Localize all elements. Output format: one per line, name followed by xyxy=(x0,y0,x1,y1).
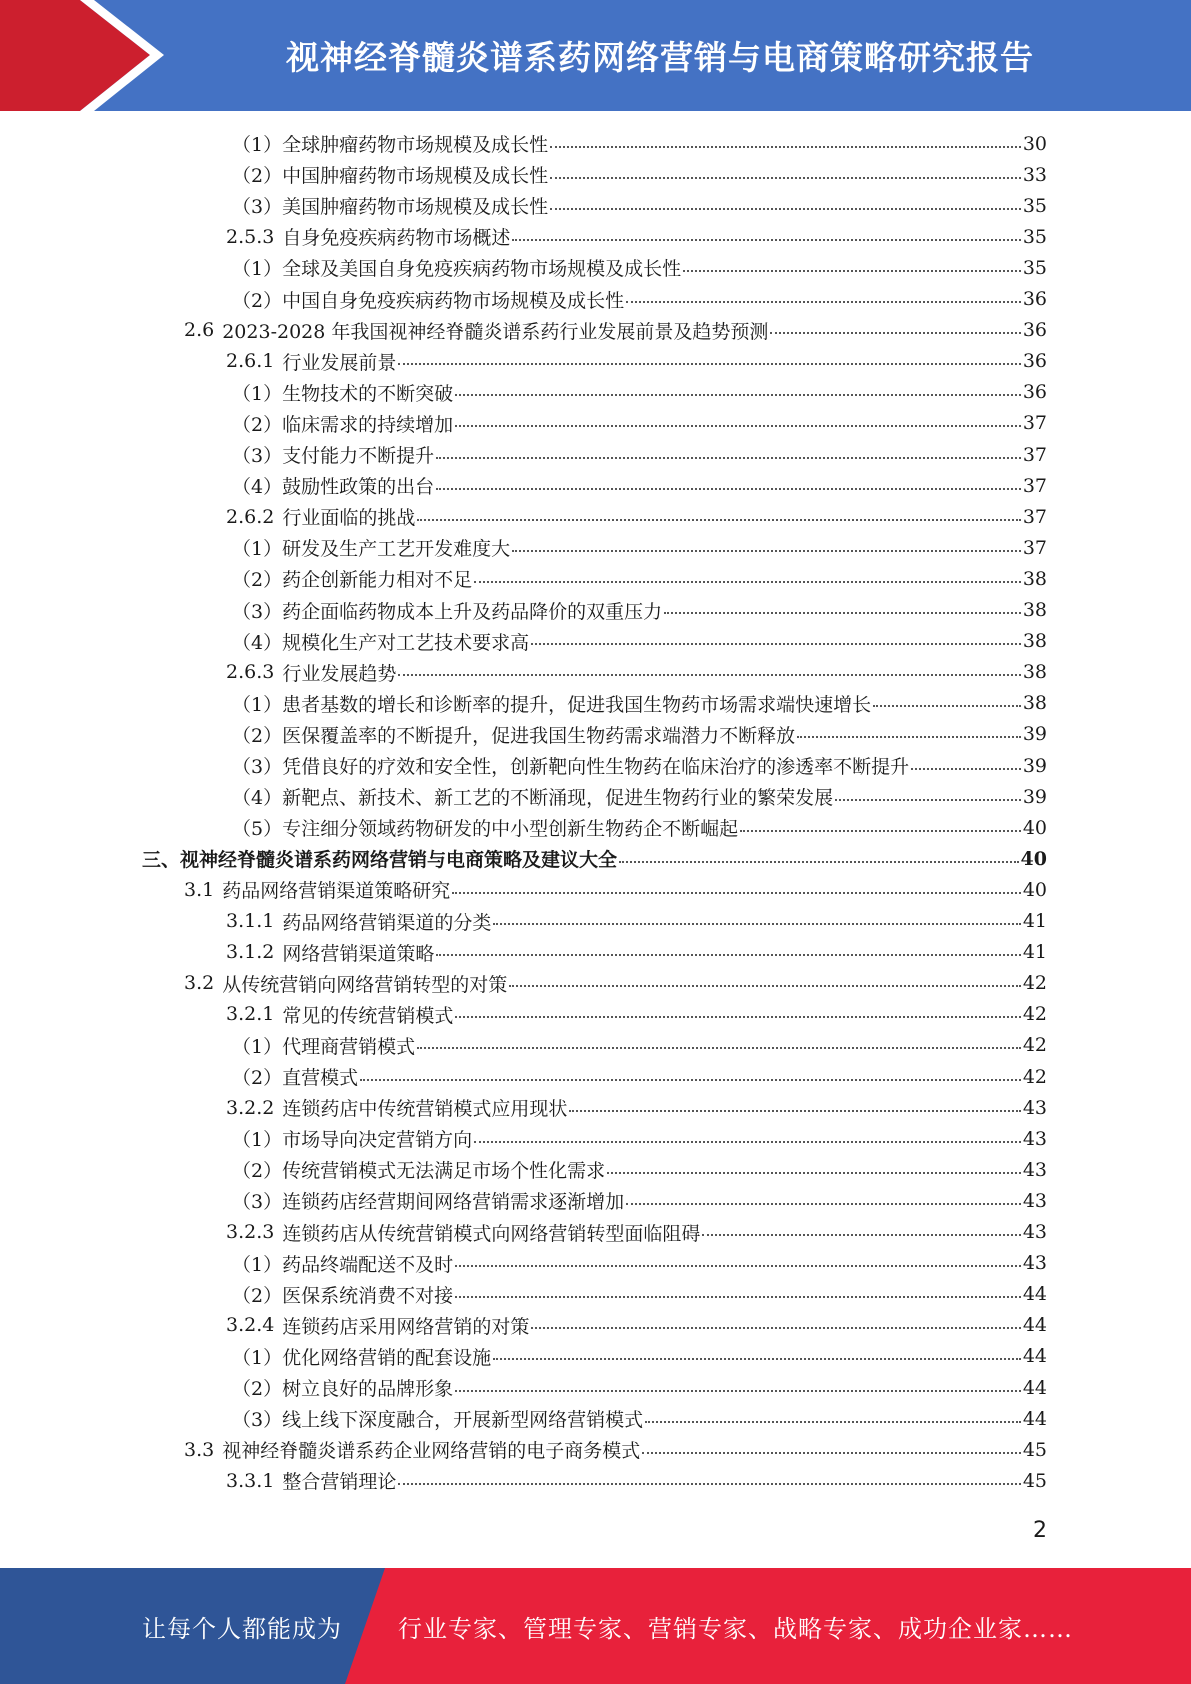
toc-entry-page: 37 xyxy=(1022,474,1047,497)
toc-entry-title: 网络营销渠道策略 xyxy=(282,942,435,965)
toc-leader-dots xyxy=(619,861,1019,863)
toc-entry-title: 连锁药店中传统营销模式应用现状 xyxy=(282,1098,568,1121)
toc-entry-number: 3.1.1 xyxy=(226,910,275,932)
toc-entry-title: 中国肿瘤药物市场规模及成长性 xyxy=(282,165,549,188)
toc-entry[interactable] xyxy=(184,874,1047,905)
toc-entry[interactable] xyxy=(232,1341,1047,1372)
toc-leader-dots xyxy=(360,1079,1021,1081)
toc-entry[interactable] xyxy=(232,532,1047,563)
toc-entry-page: 42 xyxy=(1022,972,1047,995)
toc-entry-number: 3.2.2 xyxy=(226,1096,275,1119)
toc-entry-title: 研发及生产工艺开发难度大 xyxy=(282,538,511,561)
toc-entry[interactable] xyxy=(232,284,1047,315)
toc-entry-number: 3.2 xyxy=(184,972,215,995)
toc-leader-dots xyxy=(452,892,1021,894)
toc-entry-title: 视神经脊髓炎谱系药网络营销与电商策略及建议大全 xyxy=(180,849,618,872)
toc-entry[interactable] xyxy=(232,159,1047,190)
toc-entry-page: 38 xyxy=(1022,692,1047,715)
toc-entry-page: 44 xyxy=(1022,1283,1047,1306)
toc-entry-title: 新靶点、新技术、新工艺的不断涌现，促进生物药行业的繁荣发展 xyxy=(282,787,834,810)
toc-entry-title: 生物技术的不断突破 xyxy=(282,382,454,405)
toc-entry[interactable] xyxy=(232,128,1047,159)
toc-entry-title: 全球肿瘤药物市场规模及成长性 xyxy=(282,134,549,156)
toc-leader-dots xyxy=(607,1172,1021,1174)
toc-entry-page: 38 xyxy=(1022,661,1047,684)
page-footer xyxy=(0,1568,1191,1684)
toc-leader-dots xyxy=(493,923,1020,925)
toc-entry-page: 33 xyxy=(1022,163,1047,186)
toc-entry[interactable] xyxy=(232,252,1047,283)
toc-entry[interactable] xyxy=(232,470,1047,501)
toc-entry-number: （2） xyxy=(232,724,283,747)
toc-entry[interactable] xyxy=(226,501,1047,532)
toc-entry[interactable] xyxy=(232,781,1047,812)
toc-entry-number: （4） xyxy=(232,787,283,810)
toc-entry-number: （4） xyxy=(232,476,283,499)
toc-entry-title: 连锁药店从传统营销模式向网络营销转型面临阻碍 xyxy=(282,1222,701,1245)
toc-entry-page: 36 xyxy=(1022,350,1047,373)
toc-leader-dots xyxy=(455,394,1021,396)
toc-entry[interactable] xyxy=(184,315,1047,346)
toc-entry-number: （1） xyxy=(232,1035,283,1058)
toc-entry-number: 2.5.3 xyxy=(226,225,275,248)
toc-entry-page: 43 xyxy=(1022,1158,1047,1181)
toc-entry-page: 39 xyxy=(1022,723,1047,746)
toc-entry-number: （1） xyxy=(232,538,283,561)
toc-entry-number: （2） xyxy=(232,1284,283,1307)
toc-entry[interactable] xyxy=(232,595,1047,626)
page-header xyxy=(0,0,1191,111)
toc-entry[interactable] xyxy=(232,190,1047,221)
toc-entry[interactable] xyxy=(226,221,1047,252)
toc-entry-page: 45 xyxy=(1022,1469,1047,1492)
toc-entry-page: 43 xyxy=(1022,1252,1047,1275)
toc-entry-title: 2023-2028 年我国视神经脊髓炎谱系药行业发展前景及趋势预测 xyxy=(222,320,769,343)
toc-entry-title: 整合营销理论 xyxy=(282,1471,397,1494)
toc-entry[interactable] xyxy=(232,1061,1047,1092)
toc-entry-number: 2.6.1 xyxy=(226,350,275,373)
toc-entry-title: 行业发展前景 xyxy=(282,351,397,374)
toc-entry-title: 支付能力不断提升 xyxy=(282,445,435,467)
toc-entry-page: 35 xyxy=(1022,194,1047,217)
toc-leader-dots xyxy=(455,1265,1021,1267)
toc-leader-dots xyxy=(911,768,1021,770)
toc-entry[interactable] xyxy=(226,657,1047,688)
toc-entry-page: 35 xyxy=(1022,225,1047,248)
toc-entry-number: 3.2.3 xyxy=(226,1221,275,1243)
toc-entry-number: （1） xyxy=(232,134,283,156)
toc-leader-dots xyxy=(417,519,1020,521)
toc-entry[interactable] xyxy=(232,626,1047,657)
toc-entry-title: 医保覆盖率的不断提升，促进我国生物药需求端潜力不断释放 xyxy=(282,724,796,747)
toc-leader-dots xyxy=(455,1016,1020,1018)
toc-leader-dots xyxy=(398,1483,1020,1485)
toc-entry[interactable] xyxy=(232,1154,1047,1185)
toc-entry[interactable] xyxy=(232,1123,1047,1154)
toc-leader-dots xyxy=(509,985,1021,987)
toc-entry[interactable] xyxy=(226,1092,1047,1123)
footer-slogan-lead: 让每个人都能成为 xyxy=(142,1614,342,1643)
toc-entry-title: 从传统营销向网络营销转型的对策 xyxy=(222,973,508,996)
toc-entry-title: 临床需求的持续增加 xyxy=(282,413,454,436)
toc-entry-number: （2） xyxy=(232,569,283,592)
toc-entry-page: 40 xyxy=(1022,816,1047,839)
toc-entry-page: 30 xyxy=(1022,132,1047,155)
toc-entry-title: 连锁药店经营期间网络营销需求逐渐增加 xyxy=(282,1191,625,1214)
toc-entry-number: （1） xyxy=(232,1346,283,1369)
toc-entry-number: （2） xyxy=(232,165,283,188)
toc-leader-dots xyxy=(645,1421,1021,1423)
toc-leader-dots xyxy=(873,705,1021,707)
toc-entry-page: 37 xyxy=(1022,505,1047,528)
toc-entry-title: 直营模式 xyxy=(282,1067,359,1089)
toc-leader-dots xyxy=(512,239,1020,241)
toc-leader-dots xyxy=(797,736,1021,738)
toc-entry-title: 传统营销模式无法满足市场个性化需求 xyxy=(282,1160,606,1183)
toc-entry-number: （3） xyxy=(232,756,283,778)
toc-entry-number: 3.1 xyxy=(184,878,215,901)
toc-leader-dots xyxy=(569,1110,1020,1112)
toc-entry-title: 中国自身免疫疾病药物市场规模及成长性 xyxy=(282,289,625,312)
toc-leader-dots xyxy=(436,954,1020,956)
toc-entry[interactable] xyxy=(184,968,1047,999)
toc-entry-number: （3） xyxy=(232,1409,283,1432)
toc-entry-page: 37 xyxy=(1022,443,1047,466)
toc-entry-page: 36 xyxy=(1022,381,1047,404)
toc-leader-dots xyxy=(550,208,1021,210)
toc-entry[interactable] xyxy=(232,1248,1047,1279)
toc-entry[interactable] xyxy=(232,377,1047,408)
toc-entry-title: 全球及美国自身免疫疾病药物市场规模及成长性 xyxy=(282,258,682,281)
toc-leader-dots xyxy=(664,612,1021,614)
toc-entry[interactable] xyxy=(232,719,1047,750)
toc-entry-page: 44 xyxy=(1022,1407,1047,1430)
toc-leader-dots xyxy=(398,363,1020,365)
toc-leader-dots xyxy=(531,1327,1020,1329)
toc-entry-page: 43 xyxy=(1022,1221,1047,1243)
toc-leader-dots xyxy=(835,799,1021,801)
toc-entry-number: 2.6 xyxy=(184,319,215,342)
toc-entry-page: 42 xyxy=(1022,1034,1047,1057)
toc-entry-number: 3.3 xyxy=(184,1438,215,1461)
toc-entry-page: 36 xyxy=(1022,319,1047,342)
toc-entry[interactable] xyxy=(226,1465,1047,1496)
toc-entry-page: 42 xyxy=(1022,1065,1047,1088)
toc-entry-page: 44 xyxy=(1022,1376,1047,1399)
toc-entry-number: （5） xyxy=(232,818,283,841)
toc-entry-number: （2） xyxy=(232,1378,283,1400)
toc-entry-title: 医保系统消费不对接 xyxy=(282,1284,454,1307)
toc-entry-number: （2） xyxy=(232,289,283,312)
toc-entry-title: 规模化生产对工艺技术要求高 xyxy=(282,631,530,654)
toc-leader-dots xyxy=(626,301,1021,303)
toc-entry-number: （4） xyxy=(232,631,283,654)
toc-entry[interactable] xyxy=(226,937,1047,968)
toc-entry[interactable] xyxy=(232,1030,1047,1061)
toc-entry-title: 优化网络营销的配套设施 xyxy=(282,1346,492,1369)
toc-entry-title: 凭借良好的疗效和安全性，创新靶向性生物药在临床治疗的渗透率不断提升 xyxy=(282,756,910,778)
toc-entry-number: （1） xyxy=(232,1253,283,1276)
toc-entry[interactable] xyxy=(226,1217,1047,1248)
toc-entry-number: （3） xyxy=(232,196,283,219)
toc-entry-title: 药品终端配送不及时 xyxy=(282,1253,454,1276)
toc-entry-page: 38 xyxy=(1022,599,1047,621)
toc-entry-number: （2） xyxy=(232,1160,283,1183)
toc-leader-dots xyxy=(455,425,1021,427)
toc-leader-dots xyxy=(683,270,1021,272)
toc-entry-page: 39 xyxy=(1022,754,1047,777)
toc-leader-dots xyxy=(770,332,1020,334)
toc-entry-title: 药企创新能力相对不足 xyxy=(282,569,473,592)
toc-entry-page: 35 xyxy=(1022,256,1047,279)
toc-entry-title: 鼓励性政策的出台 xyxy=(282,476,435,499)
toc-entry-title: 美国肿瘤药物市场规模及成长性 xyxy=(282,196,549,219)
toc-entry-page: 44 xyxy=(1022,1345,1047,1368)
toc-entry-title: 连锁药店采用网络营销的对策 xyxy=(282,1315,530,1338)
toc-entry-page: 41 xyxy=(1022,941,1047,964)
toc-entry-page: 39 xyxy=(1022,785,1047,808)
toc-entry-number: （3） xyxy=(232,600,283,623)
toc-entry-page: 43 xyxy=(1022,1096,1047,1119)
toc-entry-title: 行业面临的挑战 xyxy=(282,507,416,530)
toc-entry-number: 3.1.2 xyxy=(226,941,275,964)
toc-entry-number: （1） xyxy=(232,1129,283,1152)
toc-entry[interactable] xyxy=(232,439,1047,470)
toc-entry-page: 44 xyxy=(1022,1314,1047,1337)
toc-entry[interactable] xyxy=(184,1434,1047,1465)
toc-entry-title: 视神经脊髓炎谱系药企业网络营销的电子商务模式 xyxy=(222,1440,641,1463)
toc-entry[interactable] xyxy=(232,812,1047,843)
toc-entry-title: 常见的传统营销模式 xyxy=(282,1004,454,1027)
toc-entry-page: 37 xyxy=(1022,536,1047,559)
toc-entry-title: 患者基数的增长和诊断率的提升，促进我国生物药市场需求端快速增长 xyxy=(282,693,872,716)
toc-entry[interactable] xyxy=(232,1372,1047,1403)
toc-leader-dots xyxy=(417,1047,1021,1049)
toc-entry-number: （1） xyxy=(232,382,283,405)
toc-entry[interactable] xyxy=(232,1279,1047,1310)
toc-leader-dots xyxy=(550,177,1021,179)
toc-entry-title: 自身免疫疾病药物市场概述 xyxy=(282,227,511,250)
toc-entry-page: 40 xyxy=(1020,847,1047,870)
toc-entry-title: 专注细分领域药物研发的中小型创新生物药企不断崛起 xyxy=(282,818,739,841)
toc-entry-title: 市场导向决定营销方向 xyxy=(282,1129,473,1152)
toc-leader-dots xyxy=(493,1358,1021,1360)
toc-entry-number: （3） xyxy=(232,445,283,467)
toc-entry-page: 42 xyxy=(1022,1003,1047,1026)
toc-entry[interactable] xyxy=(232,1185,1047,1216)
toc-entry-number: （2） xyxy=(232,413,283,436)
toc-entry[interactable] xyxy=(226,906,1047,937)
toc-leader-dots xyxy=(474,1141,1021,1143)
toc-leader-dots xyxy=(702,1234,1020,1236)
page-number: 2 xyxy=(1033,1518,1047,1543)
toc-entry[interactable] xyxy=(232,750,1047,781)
toc-entry-page: 38 xyxy=(1022,630,1047,653)
toc-leader-dots xyxy=(436,488,1021,490)
toc-leader-dots xyxy=(740,830,1021,832)
toc-entry-number: （3） xyxy=(232,1191,283,1214)
toc-entry[interactable] xyxy=(226,346,1047,377)
toc-entry[interactable] xyxy=(226,1310,1047,1341)
toc-entry-title: 树立良好的品牌形象 xyxy=(282,1378,454,1400)
toc-entry-number: 三、 xyxy=(142,849,181,872)
toc-leader-dots xyxy=(626,1203,1021,1205)
toc-entry-number: 2.6.3 xyxy=(226,661,275,684)
toc-entry-title: 线上线下深度融合，开展新型网络营销模式 xyxy=(282,1409,644,1432)
toc-entry-page: 43 xyxy=(1022,1127,1047,1150)
toc-entry[interactable] xyxy=(232,1403,1047,1434)
toc-entry-page: 36 xyxy=(1022,288,1047,310)
toc-entry[interactable] xyxy=(232,688,1047,719)
toc-entry-title: 行业发展趋势 xyxy=(282,662,397,685)
toc-entry-page: 43 xyxy=(1022,1189,1047,1212)
toc-entry-title: 代理商营销模式 xyxy=(282,1035,416,1058)
toc-entry-title: 药品网络营销渠道的分类 xyxy=(282,911,492,934)
footer-slogan-roles: 行业专家、管理专家、营销专家、战略专家、成功企业家…… xyxy=(398,1614,1073,1643)
toc-entry-page: 37 xyxy=(1022,412,1047,435)
toc-leader-dots xyxy=(531,643,1021,645)
toc-entry-number: 3.3.1 xyxy=(226,1469,275,1492)
toc-entry-number: （1） xyxy=(232,258,283,281)
toc-entry[interactable] xyxy=(232,408,1047,439)
toc-leader-dots xyxy=(455,1296,1021,1298)
toc-entry-number: 3.2.4 xyxy=(226,1314,275,1337)
toc-leader-dots xyxy=(642,1452,1021,1454)
toc-entry-title: 药品网络营销渠道策略研究 xyxy=(222,880,451,903)
toc-leader-dots xyxy=(398,674,1020,676)
toc-leader-dots xyxy=(474,581,1021,583)
toc-entry-number: 3.2.1 xyxy=(226,1003,275,1026)
toc-entry[interactable] xyxy=(226,999,1047,1030)
toc-entry-page: 41 xyxy=(1022,910,1047,932)
toc-entry-number: （2） xyxy=(232,1067,283,1089)
toc-entry-number: （1） xyxy=(232,693,283,716)
toc-entry[interactable] xyxy=(142,843,1047,874)
toc-entry-title: 药企面临药物成本上升及药品降价的双重压力 xyxy=(282,600,663,623)
toc-leader-dots xyxy=(455,1390,1021,1392)
toc-entry-page: 40 xyxy=(1022,878,1047,901)
toc-entry-number: 2.6.2 xyxy=(226,505,275,528)
toc-leader-dots xyxy=(436,457,1021,459)
toc-entry-page: 45 xyxy=(1022,1438,1047,1461)
report-title: 视神经脊髓炎谱系药网络营销与电商策略研究报告 xyxy=(286,38,1034,77)
toc-leader-dots xyxy=(512,550,1021,552)
toc-entry-page: 38 xyxy=(1022,567,1047,590)
toc-entry[interactable] xyxy=(232,563,1047,594)
toc-leader-dots xyxy=(550,146,1021,148)
